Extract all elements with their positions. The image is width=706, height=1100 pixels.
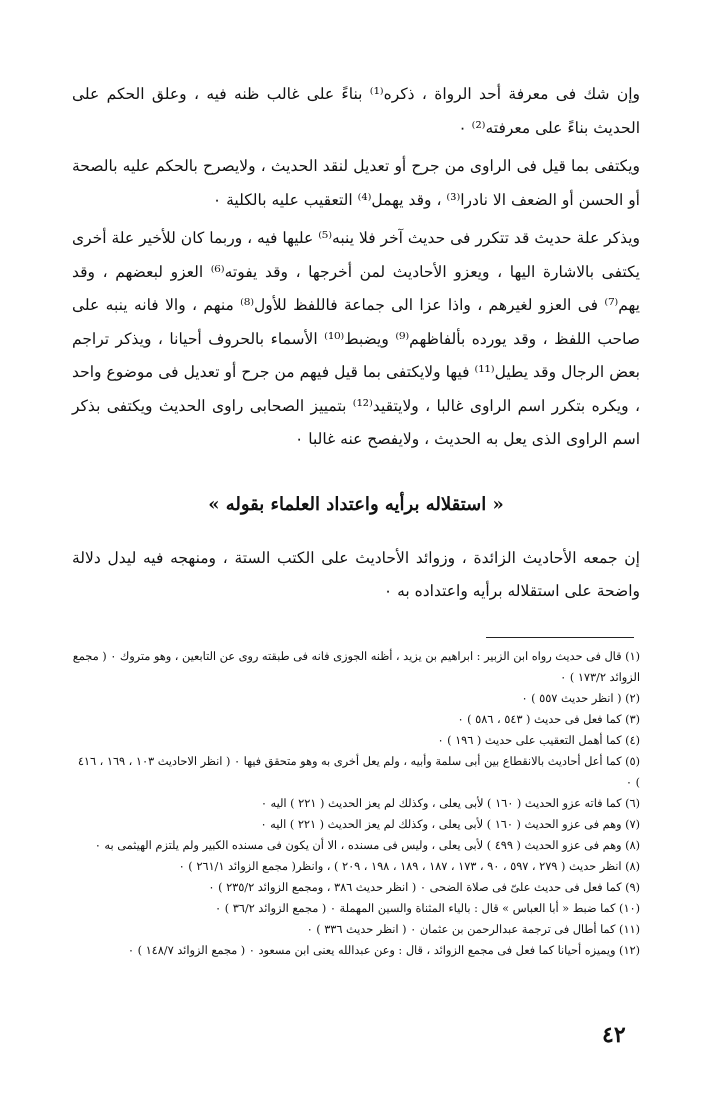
footnote: (٨) انظر حديث ( ٢٧٩ ، ٥٩٧ ، ٩٠ ، ١٧٣ ، ١٨٧ ، ١٨٩ ، ١٩٨ ، ٢٠٩ ) ، وانظر( مجمع الزوائد ٢٦١/١ ) ٠ bbox=[178, 860, 640, 873]
paragraph-3: ويذكر علة حديث قد تتكرر فى حديث آخر فلا ينبه⁽⁵⁾ عليها فيه ، وربما كان للأخير علة أخرى يكتفى بالاشارة اليها ، ويعزو الأحاديث لمن أخرجها ، وقد يفوته⁽⁶⁾ العزو لبعضهم ، وقد يهم⁽⁷⁾ فى العزو لغيرهم ، واذا عزا الى جماعة فاللفظ للأول⁽⁸⁾ منهم ، والا فانه ينبه على صاحب اللفظ ، وقد يورده بألفاظهم⁽⁹⁾ ويضبط⁽¹⁰⁾ الأسماء بالحروف أحيانا ، ويذكر تراجم بعض الرجال وقد يطيل⁽¹¹⁾ فيها ولايكتفى بما قيل فيهم من جرح أو تعديل فى موضوع واحد ، ويكره بتكرر اسم الراوى غالبا ، ولايتقيد⁽¹²⁾ بتمييز الصحابى راوى الحديث ويكتفى بذكر اسم الراوى الذى يعل به الحديث ، ولايفصح عنه غالبا ٠ bbox=[71, 229, 641, 448]
footnote: (١٠) كما ضبط « أبا العباس » قال : بالياء المثناة والسين المهملة ٠ ( مجمع الزوائد ٣٦/٢ ) ٠ bbox=[215, 902, 640, 915]
paragraph-2: ويكتفى بما قيل فى الراوى من جرح أو تعديل لنقد الحديث ، ولايصرح بالحكم عليه بالصحة أو الحسن أو الضعف الا نادرا⁽³⁾ ، وقد يهمل⁽⁴⁾ التعقيب عليه بالكلية ٠ bbox=[72, 157, 640, 209]
footnote: (٢) ( انظر حديث ٥٥٧ ) ٠ bbox=[521, 692, 640, 705]
footnote: (١٢) ويميزه أحيانا كما فعل فى مجمع الزوائد ، قال : وعن عبدالله يعنى ابن مسعود ٠ ( مجمع الزوائد ١٤٨/٧ ) ٠ bbox=[127, 944, 640, 957]
page-number: ٤٢ bbox=[602, 1022, 626, 1048]
footnote: (٣) كما فعل فى حديث ( ٥٤٣ ، ٥٨٦ ) ٠ bbox=[457, 713, 640, 726]
footnotes bbox=[70, 646, 640, 961]
paragraph-1: وإن شك فى معرفة أحد الرواة ، ذكره⁽¹⁾ بناءً على غالب ظنه فيه ، وعلق الحكم على الحديث بناءً على معرفته⁽²⁾ ٠ bbox=[72, 85, 640, 137]
footnote: (٤) كما أهمل التعقيب على حديث ( ١٩٦ ) ٠ bbox=[437, 734, 640, 747]
footnote: (١) قال فى حديث رواه ابن الزبير : ابراهيم بن يزيد ، أظنه الجوزى فانه فى طبقته روى عن التابعين ، وهو متروك ٠ ( مجمع الزوائد ١٧٣/٢ ) ٠ bbox=[72, 650, 640, 684]
footnote: (٩) كما فعل فى حديث علىّ فى صلاة الضحى ٠ ( انظر حديث ٣٨٦ ، ومجمع الزوائد ٢٣٥/٢ ) ٠ bbox=[208, 881, 640, 894]
paragraph-4: إن جمعه الأحاديث الزائدة ، وزوائد الأحاديث على الكتب الستة ، ومنهجه فيه ليدل دلالة واضحة على استقلاله برأيه واعتداده به ٠ bbox=[72, 548, 640, 600]
section-heading: « استقلاله برأيه واعتداد العلماء بقوله » bbox=[208, 493, 504, 515]
footnote: (٨) وهم فى عزو الحديث ( ٤٩٩ ) لأبى يعلى ، وليس فى مسنده ، الا أن يكون فى مسنده الكبير ولم يلتزم الهيثمى به ٠ bbox=[94, 839, 640, 852]
main-text bbox=[72, 78, 640, 609]
footnote-divider bbox=[486, 637, 634, 638]
footnote: (٥) كما أعل أحاديث بالانقطاع بين أبى سلمة وأبيه ، ولم يعل أخرى به وهو متحقق فيها ٠ ( انظر الاحاديث ١٠٣ ، ١٦٩ ، ٤١٦ ) ٠ bbox=[77, 755, 640, 789]
footnote: (٦) كما فاته عزو الحديث ( ١٦٠ ) لأبى يعلى ، وكذلك لم يعز الحديث ( ٢٢١ ) اليه ٠ bbox=[260, 797, 640, 810]
footnote: (٧) وهم فى عزو الحديث ( ١٦٠ ) لأبى يعلى ، وكذلك لم يعز الحديث ( ٢٢١ ) اليه ٠ bbox=[260, 818, 640, 831]
footnote: (١١) كما أطال فى ترجمة عبدالرحمن بن عثمان ٠ ( انظر حديث ٣٣٦ ) ٠ bbox=[306, 923, 640, 936]
